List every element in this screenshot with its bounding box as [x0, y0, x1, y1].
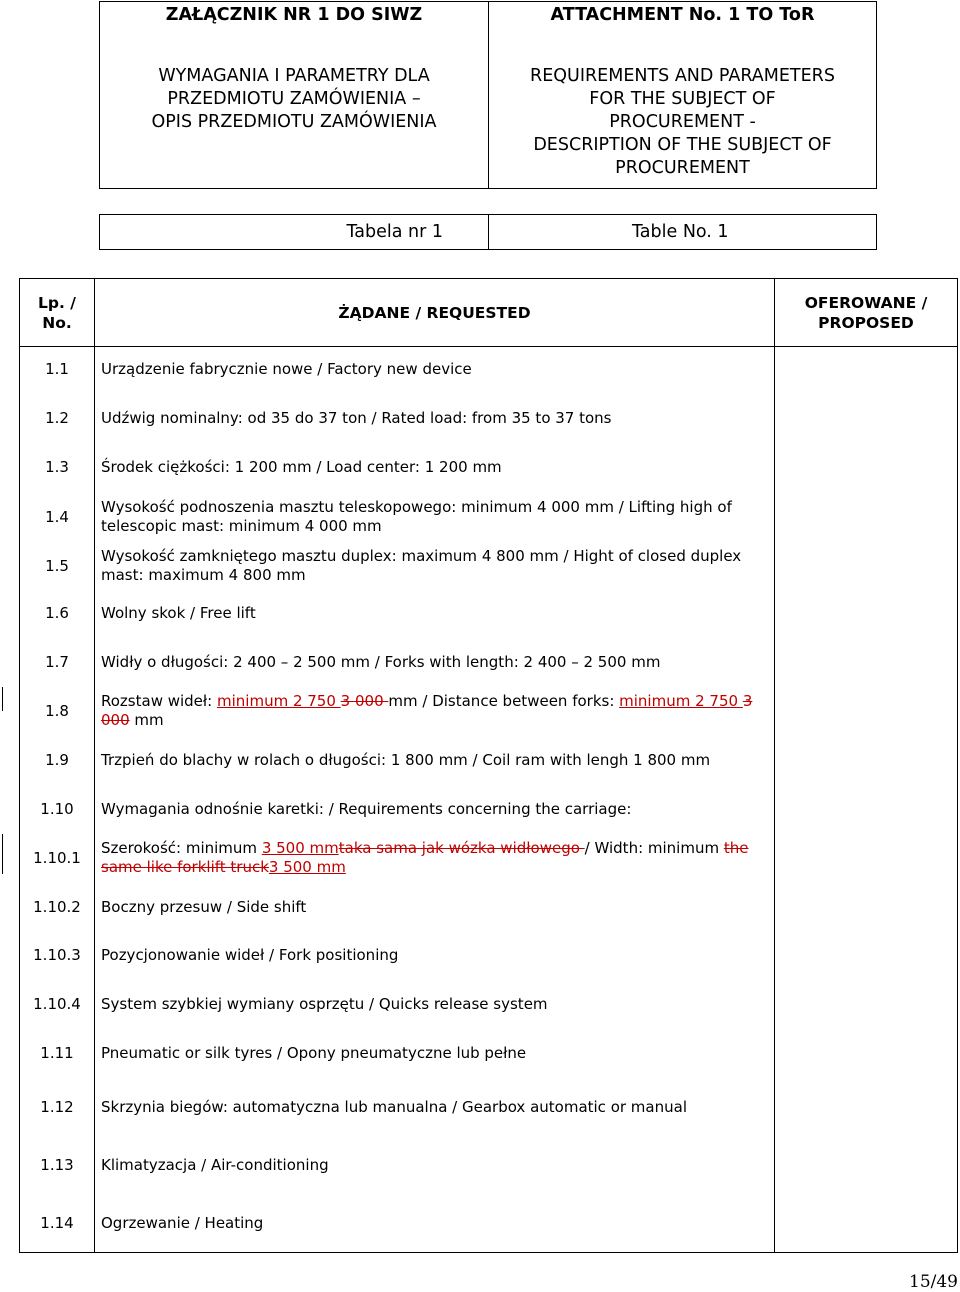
row-number: 1.8 [45, 702, 69, 720]
row-number: 1.11 [40, 1044, 74, 1062]
inserted-text: 3 500 mm [268, 858, 346, 876]
page-number: 15/49 [909, 1272, 958, 1292]
row-number: 1.2 [45, 409, 69, 427]
table-row [20, 546, 957, 586]
row-requirement: Rozstaw wideł: minimum 2 750 3 000 mm / Distance between forks: minimum 2 750 3 000 mm [101, 692, 753, 729]
table-row [20, 353, 957, 385]
header-english-column [489, 2, 876, 188]
table-row [20, 691, 957, 731]
table-row [20, 451, 957, 483]
inserted-text: 3 500 mm [261, 839, 339, 857]
row-number: 1.9 [45, 751, 69, 769]
deleted-text: taka sama jak wózka widłowego [338, 839, 585, 857]
row-requirement: Pneumatic or silk tyres / Opony pneumatyczne lub pełne [101, 1043, 527, 1062]
row-requirement: Boczny przesuw / Side shift [101, 897, 307, 916]
row-requirement: Wolny skok / Free lift [101, 603, 256, 622]
row-requirement: Udźwig nominalny: od 35 do 37 ton / Rated load: from 35 to 37 tons [101, 408, 612, 427]
row-number: 1.13 [40, 1156, 74, 1174]
row-requirement: Trzpień do blachy w rolach o długości: 1 800 mm / Coil ram with lengh 1 800 mm [101, 750, 711, 769]
row-requirement: Widły o długości: 2 400 – 2 500 mm / Forks with length: 2 400 – 2 500 mm [101, 652, 661, 671]
row-number: 1.4 [45, 508, 69, 526]
row-requirement: Środek ciężkości: 1 200 mm / Load center: 1 200 mm [101, 457, 502, 476]
row-requirement: System szybkiej wymiany osprzętu / Quicks release system [101, 994, 548, 1013]
row-requirement: Wysokość podnoszenia masztu teleskopowego: minimum 4 000 mm / Lifting high of telescopic mast: minimum 4 000 mm [101, 498, 732, 535]
requirements-title-en: REQUIREMENTS AND PARAMETERS FOR THE SUBJECT OF PROCUREMENT - DESCRIPTION OF THE SUBJECT OF PROCUREMENT [530, 66, 835, 178]
row-number: 1.12 [40, 1098, 74, 1116]
table-row [20, 646, 957, 678]
column-header-no: Lp. / No. [38, 293, 76, 332]
table-row [20, 891, 957, 923]
row-number: 1.6 [45, 604, 69, 622]
table-row [20, 597, 957, 629]
row-requirement: Wymagania odnośnie karetki: / Requirements concerning the carriage: [101, 799, 632, 818]
row-number: 1.1 [45, 360, 69, 378]
table-row [20, 988, 957, 1020]
table-label-en: Table No. 1 [632, 222, 729, 242]
table-row [20, 1091, 957, 1123]
table-row [20, 838, 957, 878]
row-number: 1.14 [40, 1214, 74, 1232]
row-requirement: Skrzynia biegów: automatyczna lub manualna / Gearbox automatic or manual [101, 1097, 687, 1116]
header-polish-column [100, 2, 489, 188]
attachment-title-en: ATTACHMENT No. 1 TO ToR [550, 5, 815, 25]
deleted-text: 3 000 [101, 692, 753, 729]
table-row [20, 939, 957, 971]
attachment-header [99, 1, 877, 189]
column-header-proposed: OFEROWANE / PROPOSED [804, 293, 928, 332]
change-bar [2, 834, 3, 874]
requirements-table [19, 278, 958, 1253]
column-header-requested: ŻĄDANE / REQUESTED [338, 303, 531, 322]
row-number: 1.5 [45, 557, 69, 575]
row-requirement: Pozycjonowanie wideł / Fork positioning [101, 945, 399, 964]
row-requirement: Ogrzewanie / Heating [101, 1213, 264, 1232]
row-number: 1.10.1 [33, 849, 81, 867]
deleted-text: 3 000 [340, 692, 389, 710]
table-header-row [20, 279, 957, 347]
row-number: 1.10.2 [33, 898, 81, 916]
table-label-pl: Tabela nr 1 [100, 215, 489, 249]
row-number: 1.10.4 [33, 995, 81, 1013]
attachment-title-pl: ZAŁĄCZNIK NR 1 DO SIWZ [165, 5, 423, 25]
row-requirement: Wysokość zamkniętego masztu duplex: maximum 4 800 mm / Hight of closed duplex mast: maximum 4 800 mm [101, 547, 742, 584]
change-bar [2, 687, 3, 711]
deleted-text: the same like forklift truck [101, 839, 749, 876]
table-row [20, 402, 957, 434]
table-label [99, 214, 877, 250]
table-row [20, 793, 957, 825]
table-row [20, 1149, 957, 1181]
row-requirement: Szerokość: minimum 3 500 mmtaka sama jak wózka widłowego / Width: minimum the same like forklift truck3 500 mm [101, 839, 749, 876]
table-row [20, 744, 957, 776]
inserted-text: minimum 2 750 [619, 692, 743, 710]
inserted-text: minimum 2 750 [217, 692, 341, 710]
table-row [20, 497, 957, 537]
requirements-title-pl: WYMAGANIA I PARAMETRY DLA PRZEDMIOTU ZAMÓWIENIA – OPIS PRZEDMIOTU ZAMÓWIENIA [151, 66, 437, 132]
table-row [20, 1037, 957, 1069]
row-requirement: Urządzenie fabrycznie nowe / Factory new device [101, 359, 472, 378]
row-number: 1.3 [45, 458, 69, 476]
table-row [20, 1207, 957, 1239]
row-number: 1.7 [45, 653, 69, 671]
row-number: 1.10.3 [33, 946, 81, 964]
row-requirement: Klimatyzacja / Air-conditioning [101, 1155, 329, 1174]
row-number: 1.10 [40, 800, 74, 818]
